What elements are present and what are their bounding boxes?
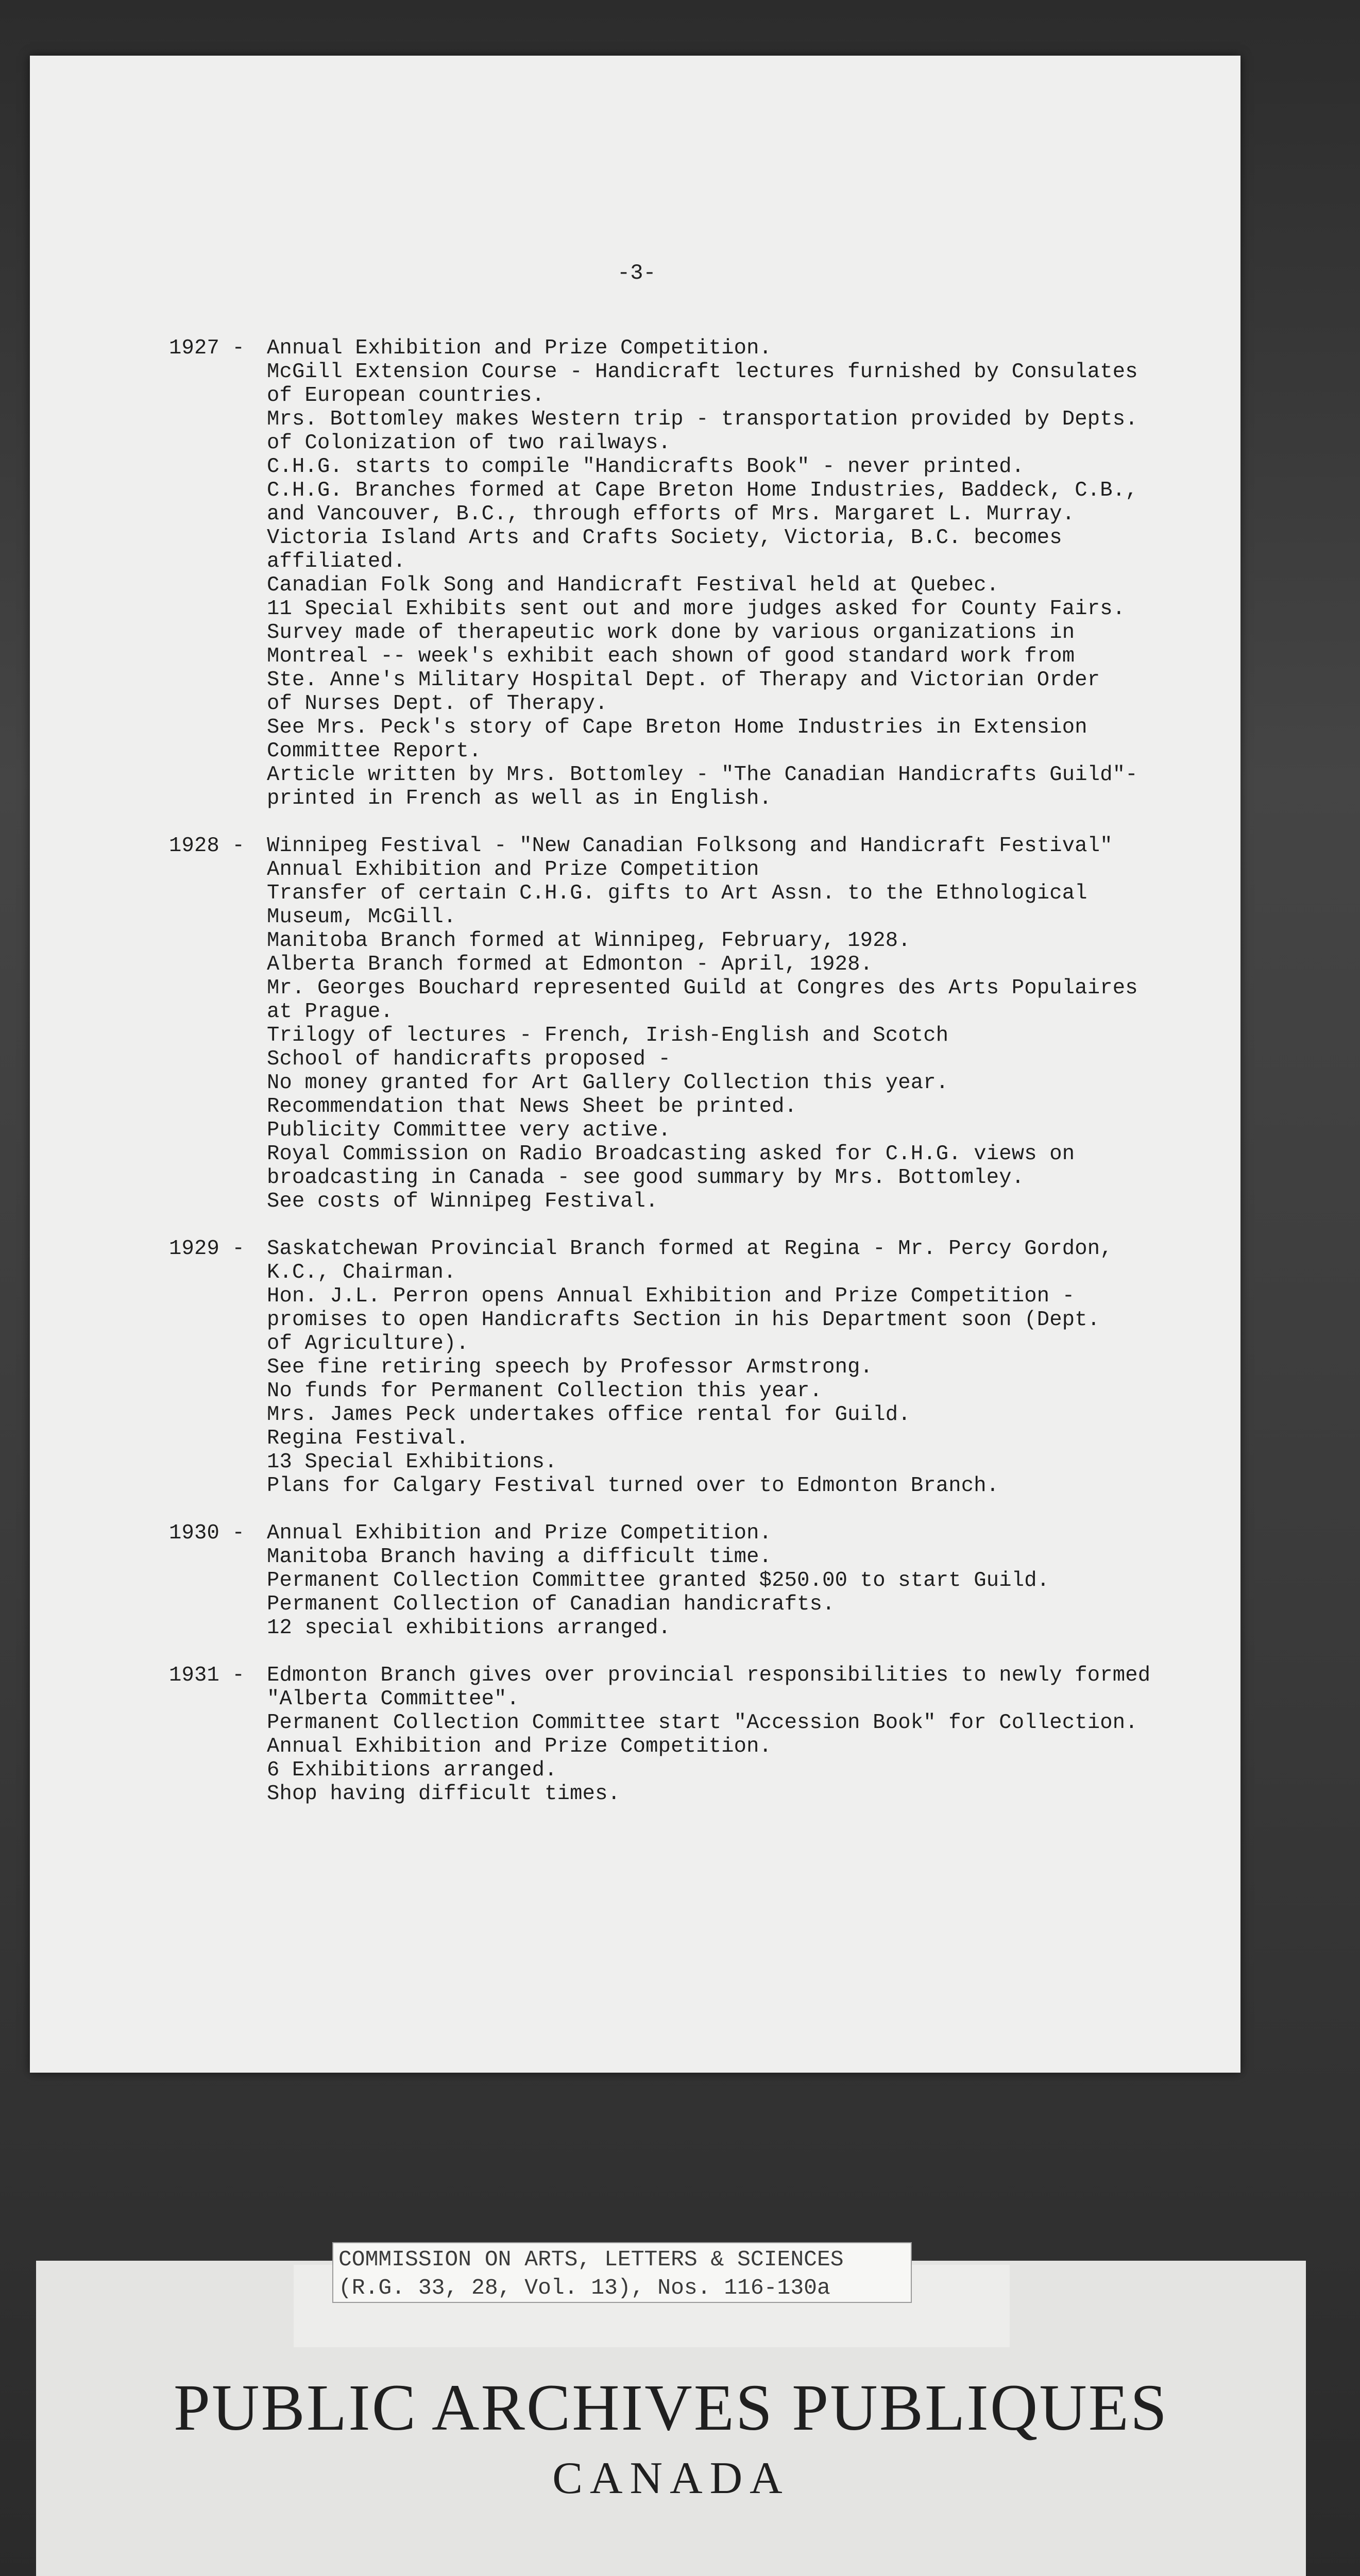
chronology-entry bbox=[169, 1237, 1174, 1498]
entry-line: Committee Report. bbox=[267, 739, 482, 763]
entry-line: broadcasting in Canada - see good summary by Mrs. Bottomley. bbox=[267, 1166, 1025, 1190]
entry-line: Permanent Collection Committee start "Accession Book" for Collection. bbox=[267, 1711, 1138, 1735]
entry-line: promises to open Handicrafts Section in his Department soon (Dept. bbox=[267, 1308, 1100, 1332]
entry-line: School of handicrafts proposed - bbox=[267, 1047, 671, 1071]
entry-line: Regina Festival. bbox=[267, 1427, 469, 1450]
entry-line: of Agriculture). bbox=[267, 1332, 469, 1355]
entry-line: K.C., Chairman. bbox=[267, 1261, 456, 1284]
chronology-entry bbox=[169, 1521, 1174, 1640]
entry-line: C.H.G. Branches formed at Cape Breton Home Industries, Baddeck, C.B., bbox=[267, 479, 1138, 502]
entry-line: See Mrs. Peck's story of Cape Breton Home Industries in Extension bbox=[267, 716, 1087, 739]
chronology-entry bbox=[169, 336, 1174, 810]
chronology-entry bbox=[169, 1664, 1174, 1806]
chronology-list bbox=[169, 336, 1174, 1829]
entry-year: 1928 - bbox=[169, 834, 245, 858]
entry-line: No money granted for Art Gallery Collection this year. bbox=[267, 1071, 949, 1095]
entry-line: Recommendation that News Sheet be printed. bbox=[267, 1095, 797, 1118]
entry-line: affiliated. bbox=[267, 550, 406, 573]
entry-line: Alberta Branch formed at Edmonton - April, 1928. bbox=[267, 953, 873, 976]
entry-lines bbox=[267, 1521, 1174, 1640]
entry-line: Permanent Collection Committee granted $250.00 to start Guild. bbox=[267, 1569, 1050, 1592]
entry-line: 13 Special Exhibitions. bbox=[267, 1450, 557, 1474]
typed-page bbox=[30, 56, 1240, 2073]
page-number: -3- bbox=[617, 261, 656, 285]
archive-country: CANADA bbox=[552, 2453, 790, 2503]
entry-line: Mrs. Bottomley makes Western trip - transportation provided by Depts. bbox=[267, 408, 1138, 431]
archive-title: PUBLIC ARCHIVES PUBLIQUES bbox=[173, 2371, 1169, 2444]
entry-line: Shop having difficult times. bbox=[267, 1782, 621, 1806]
entry-line: Victoria Island Arts and Crafts Society, Victoria, B.C. becomes bbox=[267, 526, 1062, 550]
entry-lines bbox=[267, 336, 1174, 810]
entry-line: Annual Exhibition and Prize Competition. bbox=[267, 1521, 772, 1545]
entry-line: Permanent Collection of Canadian handicrafts. bbox=[267, 1592, 835, 1616]
entry-line: Ste. Anne's Military Hospital Dept. of Therapy and Victorian Order bbox=[267, 668, 1100, 692]
entry-line: printed in French as well as in English. bbox=[267, 787, 772, 810]
entry-line: 11 Special Exhibits sent out and more judges asked for County Fairs. bbox=[267, 597, 1126, 621]
archive-reference-label bbox=[332, 2242, 912, 2303]
entry-line: Hon. J.L. Perron opens Annual Exhibition and Prize Competition - bbox=[267, 1284, 1075, 1308]
entry-line: Royal Commission on Radio Broadcasting asked for C.H.G. views on bbox=[267, 1142, 1075, 1166]
entry-line: See fine retiring speech by Professor Armstrong. bbox=[267, 1355, 873, 1379]
entry-line: Survey made of therapeutic work done by various organizations in bbox=[267, 621, 1075, 645]
entry-line: of Colonization of two railways. bbox=[267, 431, 671, 455]
entry-line: "Alberta Committee". bbox=[267, 1687, 520, 1711]
entry-lines bbox=[267, 1664, 1174, 1806]
entry-line: Edmonton Branch gives over provincial responsibilities to newly formed bbox=[267, 1664, 1151, 1687]
chronology-entry bbox=[169, 834, 1174, 1213]
entry-lines bbox=[267, 1237, 1174, 1498]
entry-line: Montreal -- week's exhibit each shown of good standard work from bbox=[267, 645, 1075, 668]
entry-line: Trilogy of lectures - French, Irish-English and Scotch bbox=[267, 1024, 949, 1047]
entry-year: 1929 - bbox=[169, 1237, 245, 1261]
entry-line: Annual Exhibition and Prize Competition bbox=[267, 858, 759, 882]
entry-line: C.H.G. starts to compile "Handicrafts Book" - never printed. bbox=[267, 455, 1025, 479]
entry-line: 12 special exhibitions arranged. bbox=[267, 1616, 671, 1640]
reference-line-1: COMMISSION ON ARTS, LETTERS & SCIENCES bbox=[338, 2247, 844, 2272]
entry-line: Mrs. James Peck undertakes office rental for Guild. bbox=[267, 1403, 911, 1427]
entry-line: Mr. Georges Bouchard represented Guild at Congres des Arts Populaires bbox=[267, 976, 1138, 1000]
entry-year: 1930 - bbox=[169, 1521, 245, 1545]
entry-line: 6 Exhibitions arranged. bbox=[267, 1758, 557, 1782]
entry-line: No funds for Permanent Collection this year. bbox=[267, 1379, 823, 1403]
entry-line: of European countries. bbox=[267, 384, 545, 408]
entry-line: of Nurses Dept. of Therapy. bbox=[267, 692, 608, 716]
entry-line: See costs of Winnipeg Festival. bbox=[267, 1190, 658, 1213]
entry-lines bbox=[267, 834, 1174, 1213]
entry-line: Manitoba Branch formed at Winnipeg, February, 1928. bbox=[267, 929, 911, 953]
entry-line: Annual Exhibition and Prize Competition. bbox=[267, 336, 772, 360]
entry-line: Saskatchewan Provincial Branch formed at Regina - Mr. Percy Gordon, bbox=[267, 1237, 1113, 1261]
entry-line: Plans for Calgary Festival turned over to Edmonton Branch. bbox=[267, 1474, 999, 1498]
entry-line: at Prague. bbox=[267, 1000, 394, 1024]
entry-line: Canadian Folk Song and Handicraft Festival held at Quebec. bbox=[267, 573, 999, 597]
entry-line: and Vancouver, B.C., through efforts of Mrs. Margaret L. Murray. bbox=[267, 502, 1075, 526]
entry-line: Transfer of certain C.H.G. gifts to Art Assn. to the Ethnological bbox=[267, 882, 1087, 905]
entry-year: 1931 - bbox=[169, 1664, 245, 1687]
entry-year: 1927 - bbox=[169, 336, 245, 360]
entry-line: Article written by Mrs. Bottomley - "The Canadian Handicrafts Guild"- bbox=[267, 763, 1138, 787]
entry-line: Winnipeg Festival - "New Canadian Folksong and Handicraft Festival" bbox=[267, 834, 1113, 858]
entry-line: Manitoba Branch having a difficult time. bbox=[267, 1545, 772, 1569]
entry-line: Annual Exhibition and Prize Competition. bbox=[267, 1735, 772, 1758]
reference-line-2: (R.G. 33, 28, Vol. 13), Nos. 116-130a bbox=[338, 2275, 830, 2300]
entry-line: Museum, McGill. bbox=[267, 905, 456, 929]
entry-line: Publicity Committee very active. bbox=[267, 1118, 671, 1142]
entry-line: McGill Extension Course - Handicraft lectures furnished by Consulates bbox=[267, 360, 1138, 384]
